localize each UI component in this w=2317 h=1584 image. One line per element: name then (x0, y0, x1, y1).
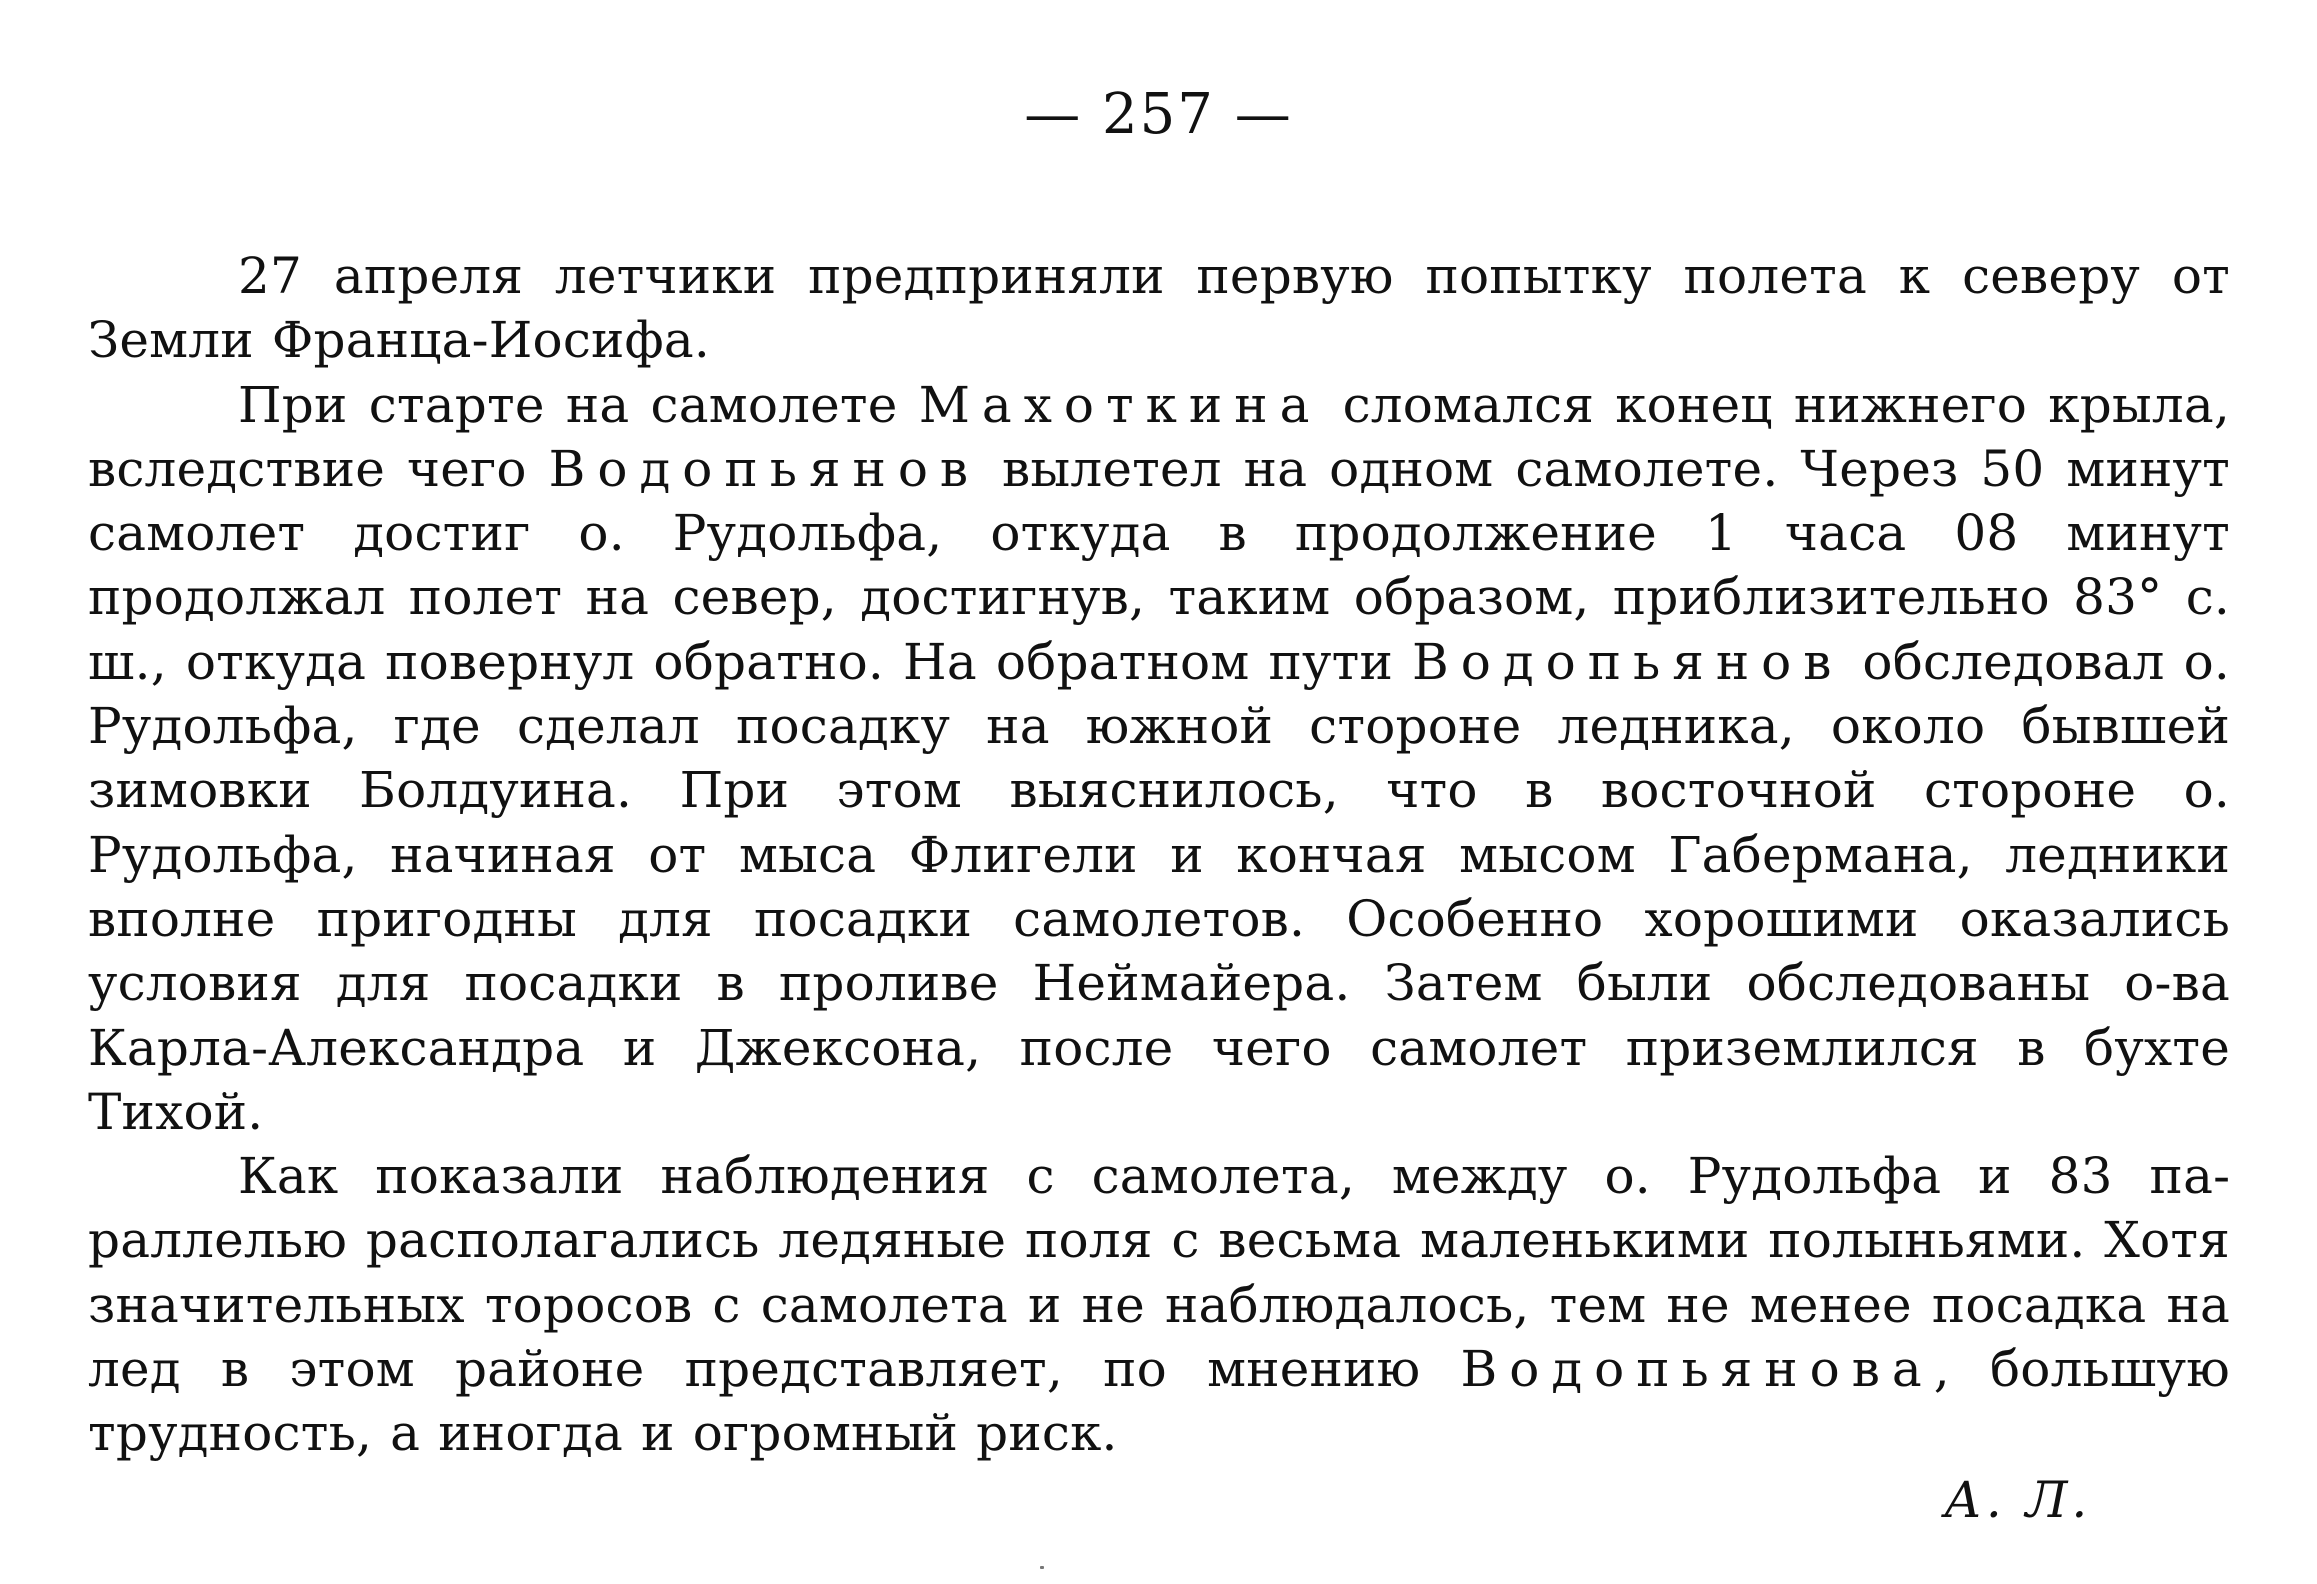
paragraph-2-text-1: При старте на самолете (238, 375, 919, 434)
paragraph-3-text-2: , большую трудность, а иногда и огромный риск. (88, 1340, 2230, 1463)
paragraph-3 (88, 1144, 2230, 1465)
paragraph-2-text-3: вылетел на одном самолете. Через 50 минут самолет достиг о. Рудольфа, откуда в продолжение 1 часа 08 минут продолжал полет на север, достигнув, таким образом, приблизительно 83° с. ш., откуда повернул обратно. На обратном пути (88, 439, 2231, 691)
spaced-name-makhotkin: Махоткина (918, 375, 1322, 434)
article-body (88, 244, 2230, 1466)
paragraph-1 (88, 244, 2230, 373)
paragraph-3-text-1: Как показали наблюдения с самолета, между о. Рудольфа и 83 параллелью располагались ледяные поля с весьма маленькими полыньями. Хотя значительных торосов с самолета и не наблюдалось, тем не менее посадка на лед в этом районе представляет, по мнению (88, 1147, 2230, 1399)
author-initials: А. Л. (1944, 1471, 2092, 1529)
spaced-name-vodopyanov-1: Водопьянов (548, 439, 981, 498)
paragraph-2-text-4: обследовал о. Рудольфа, где сделал посадку на южной стороне ледника, около бывшей зимовки Болдуина. При этом выяснилось, что в восточной стороне о. Рудольфа, начиная от мыса Флигели и кончая мысом Габермана, ледники вполне пригодны для посадки самолетов. Особенно хорошими оказались условия для посадки в проливе Неймайера. Затем были обследованы о-ва Карла-Александра и Джексона, после чего самолет приземлился в бухте Тихой. (88, 632, 2230, 1141)
paragraph-2 (88, 373, 2230, 1145)
print-speck (1040, 1566, 1044, 1569)
paragraph-1-text: 27 апреля летчики предприняли первую попытку полета к северу от Земли Франца-Иосифа. (88, 247, 2230, 370)
page-number: — 257 — (1024, 82, 1293, 147)
spaced-name-vodopyanov-2: Водопьянов (1412, 632, 1844, 691)
paragraph-2-text-2: сломался конец нижнего крыла, вследствие чего (88, 375, 2230, 498)
spaced-name-vodopyanov-3: Водопьянова (1460, 1340, 1934, 1399)
